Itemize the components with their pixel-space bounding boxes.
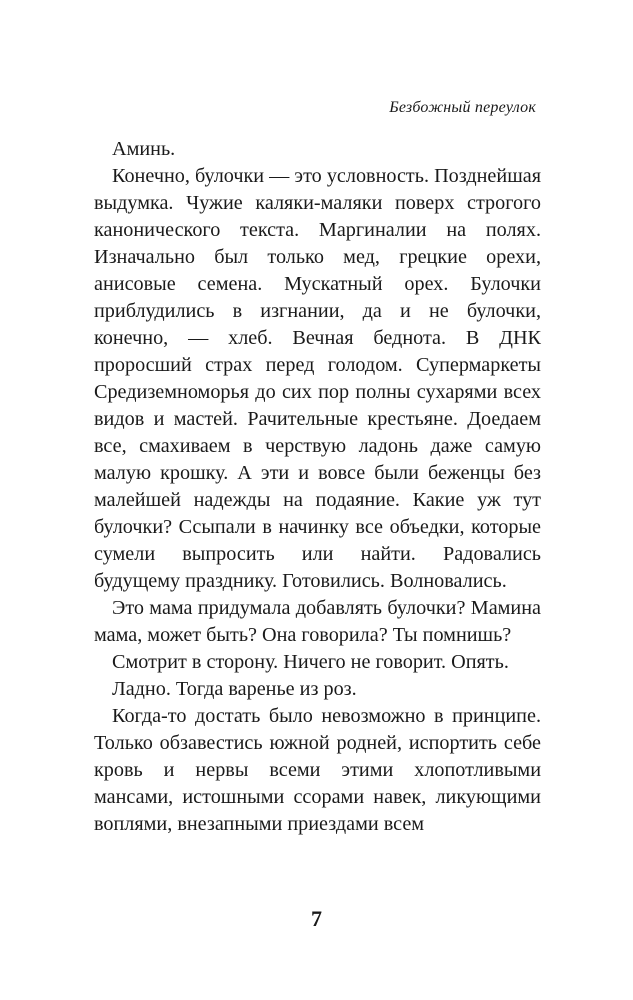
paragraph: Когда-то достать было невозможно в принципе. Только обзавестись южной родней, испортить себе кровь и нервы всеми этими хлопотливыми мансами, истошными ссорами навек, ликующими воплями, внезапными приездами всем xyxy=(94,705,541,835)
paragraph: Конечно, булочки — это условность. Позднейшая выдумка. Чужие каляки-маляки поверх строгого канонического текста. Маргиналии на полях. Изначально был только мед, грецкие орехи, анисовые семена. Мускатный орех. Булочки приблудились в изгнании, да и не булочки, конечно, — хлеб. Вечная беднота. В ДНК проросший страх перед голодом. Супермаркеты Средиземноморья до сих пор полны сухарями всех видов и мастей. Рачительные крестьяне. Доедаем все, смахиваем в черствую ладонь даже самую малую крошку. А эти и вовсе были беженцы без малейшей надежды на подаяние. Какие уж тут булочки? Ссыпали в начинку все объедки, которые сумели выпросить или найти. Радовались будущему празднику. Готовились. Волновались. xyxy=(94,165,541,592)
paragraph: Аминь. xyxy=(112,138,176,160)
paragraph: Смотрит в сторону. Ничего не говорит. Опять. xyxy=(112,651,509,673)
paragraph: Ладно. Тогда варенье из роз. xyxy=(112,678,357,700)
body-text xyxy=(94,136,541,838)
page-number: 7 xyxy=(311,906,322,931)
paragraph: Это мама придумала добавлять булочки? Мамина мама, может быть? Она говорила? Ты помнишь? xyxy=(94,597,541,646)
running-header: Безбожный переулок xyxy=(389,99,536,116)
